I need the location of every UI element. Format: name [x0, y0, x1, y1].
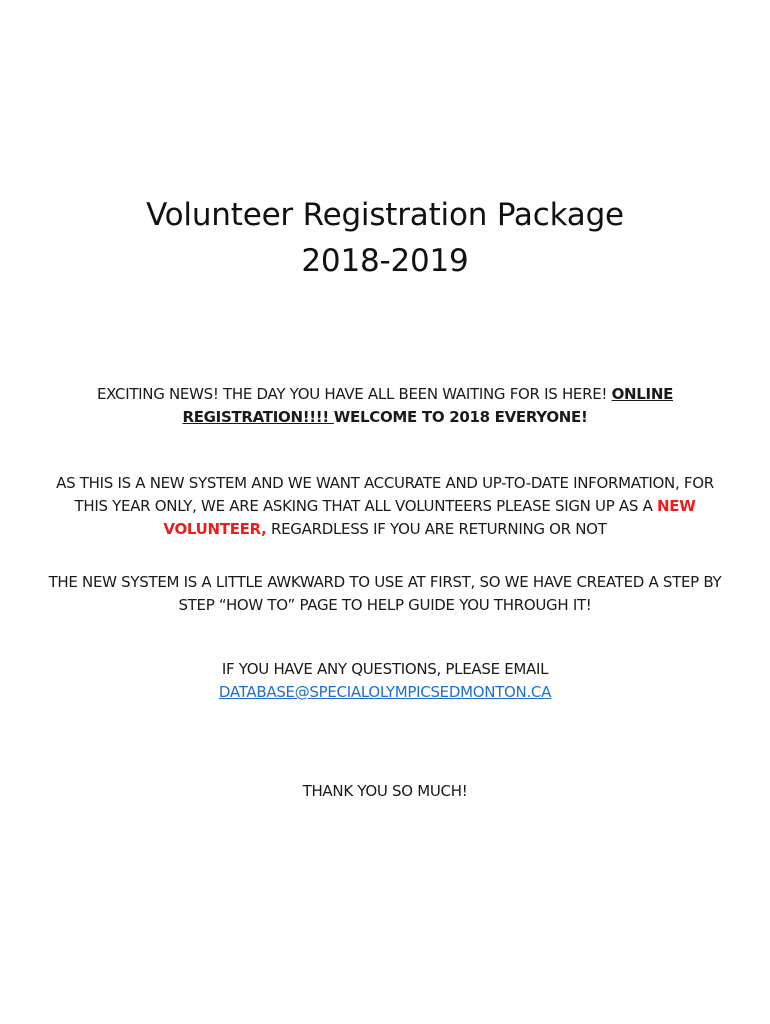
questions-paragraph [40, 658, 730, 704]
new-system-paragraph [40, 472, 730, 541]
page-title: Volunteer Registration Package [146, 197, 624, 233]
page-subtitle-years: 2018-2019 [301, 243, 469, 279]
welcome-text: WELCOME TO 2018 EVERYONE! [333, 408, 588, 426]
how-to-paragraph: THE NEW SYSTEM IS A LITTLE AWKWARD TO USE AT FIRST, SO WE HAVE CREATED A STEP BY STEP “HOW TO” PAGE TO HELP GUIDE YOU THROUGH IT! [48, 573, 722, 614]
online-registration-text: ONLINE REGISTRATION!!!! [182, 385, 674, 426]
closing-text: THANK YOU SO MUCH! [302, 782, 468, 800]
new-system-before-text: AS THIS IS A NEW SYSTEM AND WE WANT ACCURATE AND UP-TO-DATE INFORMATION, FOR THIS YEAR ONLY, WE ARE ASKING THAT ALL VOLUNTEERS PLEASE SIGN UP AS A [56, 474, 714, 515]
questions-text: IF YOU HAVE ANY QUESTIONS, PLEASE EMAIL [221, 660, 549, 678]
email-link[interactable]: DATABASE@SPECIALOLYMPICSEDMONTON.CA [218, 683, 552, 701]
intro-paragraph [40, 383, 730, 429]
intro-lead-text: EXCITING NEWS! THE DAY YOU HAVE ALL BEEN WAITING FOR IS HERE! [96, 385, 612, 403]
new-volunteer-highlight: NEW VOLUNTEER, [163, 497, 696, 538]
new-system-after-text: REGARDLESS IF YOU ARE RETURNING OR NOT [266, 520, 607, 538]
